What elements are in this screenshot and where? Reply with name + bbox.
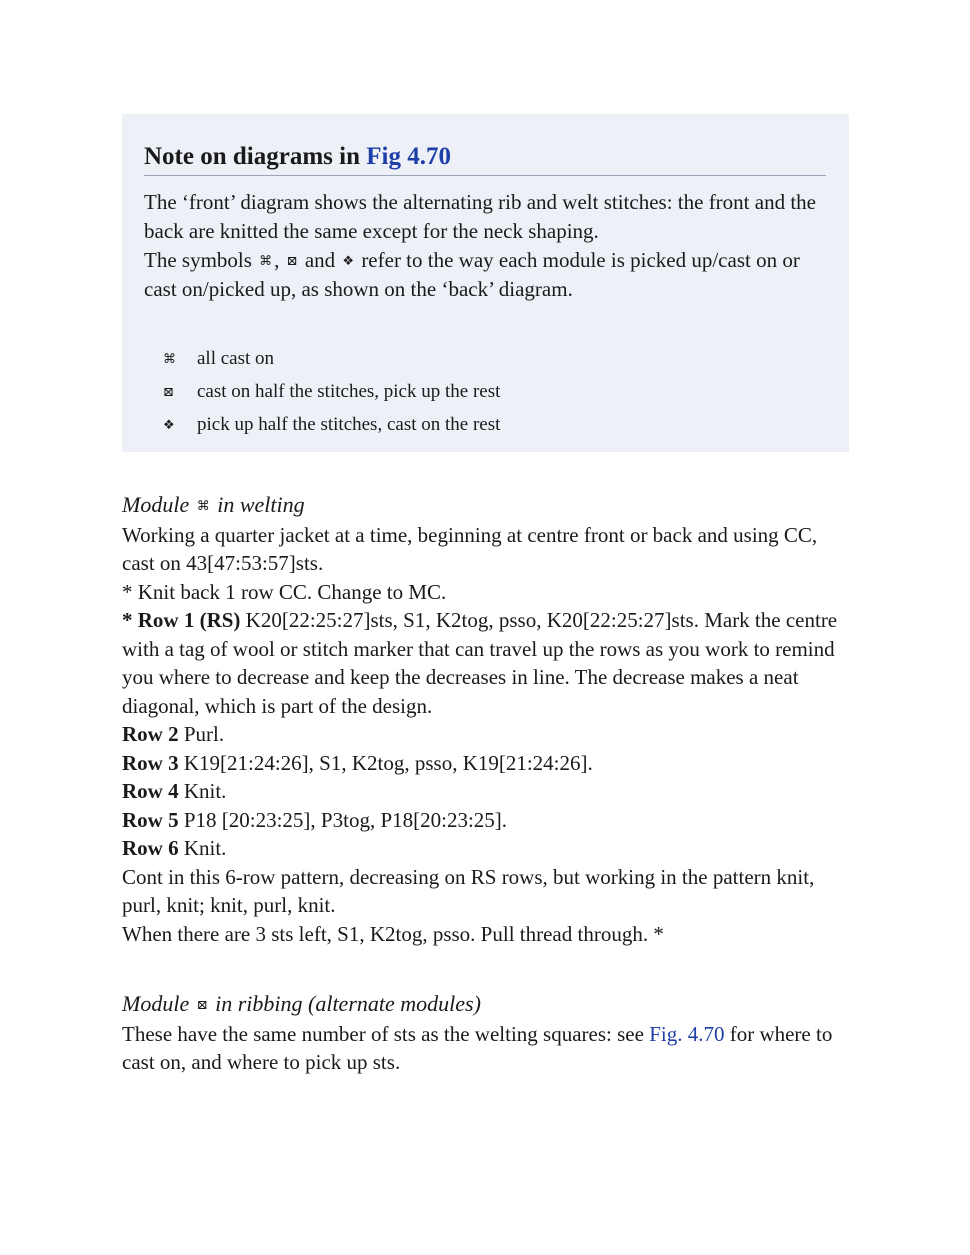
row-text: K19[21:24:26], S1, K2tog, psso, K19[21:24:26]. xyxy=(178,750,593,775)
heading-text: in ribbing (alternate modules) xyxy=(209,991,481,1016)
row-text: Knit. xyxy=(178,836,227,860)
legend-item xyxy=(144,408,827,441)
cast-on-paragraph: Working a quarter jacket at a time, beginning at centre front or back and using CC, cast on 43[47:53:57]sts. xyxy=(122,522,818,575)
legend-item xyxy=(144,375,827,408)
diamond-icon: ❖ xyxy=(163,417,175,432)
row-line xyxy=(122,777,852,806)
row-line xyxy=(122,720,852,749)
legend-text: pick up half the stitches, cast on the rest xyxy=(197,414,501,435)
note-title-text: Note on diagrams in xyxy=(144,143,367,170)
row-label: Row 4 xyxy=(122,779,179,803)
row-label: Row 1 (RS) xyxy=(137,608,241,632)
row-line xyxy=(122,806,852,835)
note-para2-c: and xyxy=(299,248,341,272)
diamond-icon: ❖ xyxy=(342,253,355,268)
note-para2-d: refer to the way each module is picked up/cast on or cast on/picked up, as shown on the ‘back’ diagram. xyxy=(144,248,800,301)
heading-text: in welting xyxy=(211,492,305,517)
row-text: Knit. xyxy=(178,779,227,803)
boxed-x-icon: ⊠ xyxy=(163,384,174,399)
row1-paragraph xyxy=(122,606,852,720)
legend-text: all cast on xyxy=(197,348,275,369)
command-icon: ⌘ xyxy=(163,351,176,366)
command-icon: ⌘ xyxy=(259,253,273,268)
legend-item xyxy=(144,342,827,375)
note-para2-b: , xyxy=(274,248,285,272)
command-icon: ⌘ xyxy=(196,498,210,513)
boxed-x-icon: ⊠ xyxy=(286,253,298,268)
row-line xyxy=(122,834,852,863)
row-label: Row 3 xyxy=(122,750,179,775)
row-label: Row 2 xyxy=(122,722,179,746)
star-marker: * xyxy=(122,608,138,632)
heading-text: Module xyxy=(122,492,195,517)
row-text: K20[22:25:27]sts, S1, K2tog, psso, K20[22:25:27]sts. Mark the centre with a tag of wool or stitch marker that can travel up the rows as you work to remind you where to decrease and keep the decreases in line. The decrease makes a neat diagonal, which is part of the design. xyxy=(122,608,838,718)
note-para1: The ‘front’ diagram shows the alternating rib and welt stitches: the front and the back are knitted the same except for the neck shaping. xyxy=(144,190,816,243)
fig-link[interactable]: Fig. 4.70 xyxy=(649,1021,725,1046)
welting-heading xyxy=(122,491,852,521)
fig-link[interactable]: Fig 4.70 xyxy=(366,143,451,170)
row-label: Row 5 xyxy=(122,807,179,832)
heading-text: Module xyxy=(122,991,195,1016)
ribbing-section xyxy=(122,990,852,1077)
note-title xyxy=(144,142,826,176)
note-para2-a: The symbols xyxy=(144,248,258,272)
pattern-paragraph: Cont in this 6-row pattern, decreasing on RS rows, but working in the pattern knit, purl, knit; knit, purl, knit. xyxy=(122,864,815,917)
note-paragraph xyxy=(144,188,834,304)
legend-text: cast on half the stitches, pick up the rest xyxy=(197,381,501,402)
row-label: Row 6 xyxy=(122,836,179,860)
welting-section xyxy=(122,491,852,948)
para-text: for where to cast on, and where to pick up sts. xyxy=(122,1021,833,1074)
finish-paragraph: When there are 3 sts left, S1, K2tog, psso. Pull thread through. * xyxy=(122,921,664,946)
knit-back-paragraph: * Knit back 1 row CC. Change to MC. xyxy=(122,579,447,604)
row-line xyxy=(122,749,852,778)
para-text: These have the same number of sts as the welting squares: see xyxy=(122,1021,650,1046)
symbol-legend xyxy=(144,342,827,441)
note-box xyxy=(122,114,849,452)
ribbing-heading xyxy=(122,990,852,1020)
boxed-x-icon: ⊠ xyxy=(196,997,208,1012)
ribbing-paragraph xyxy=(122,1020,852,1077)
row-text: P18 [20:23:25], P3tog, P18[20:23:25]. xyxy=(178,807,508,832)
row-text: Purl. xyxy=(178,722,225,746)
